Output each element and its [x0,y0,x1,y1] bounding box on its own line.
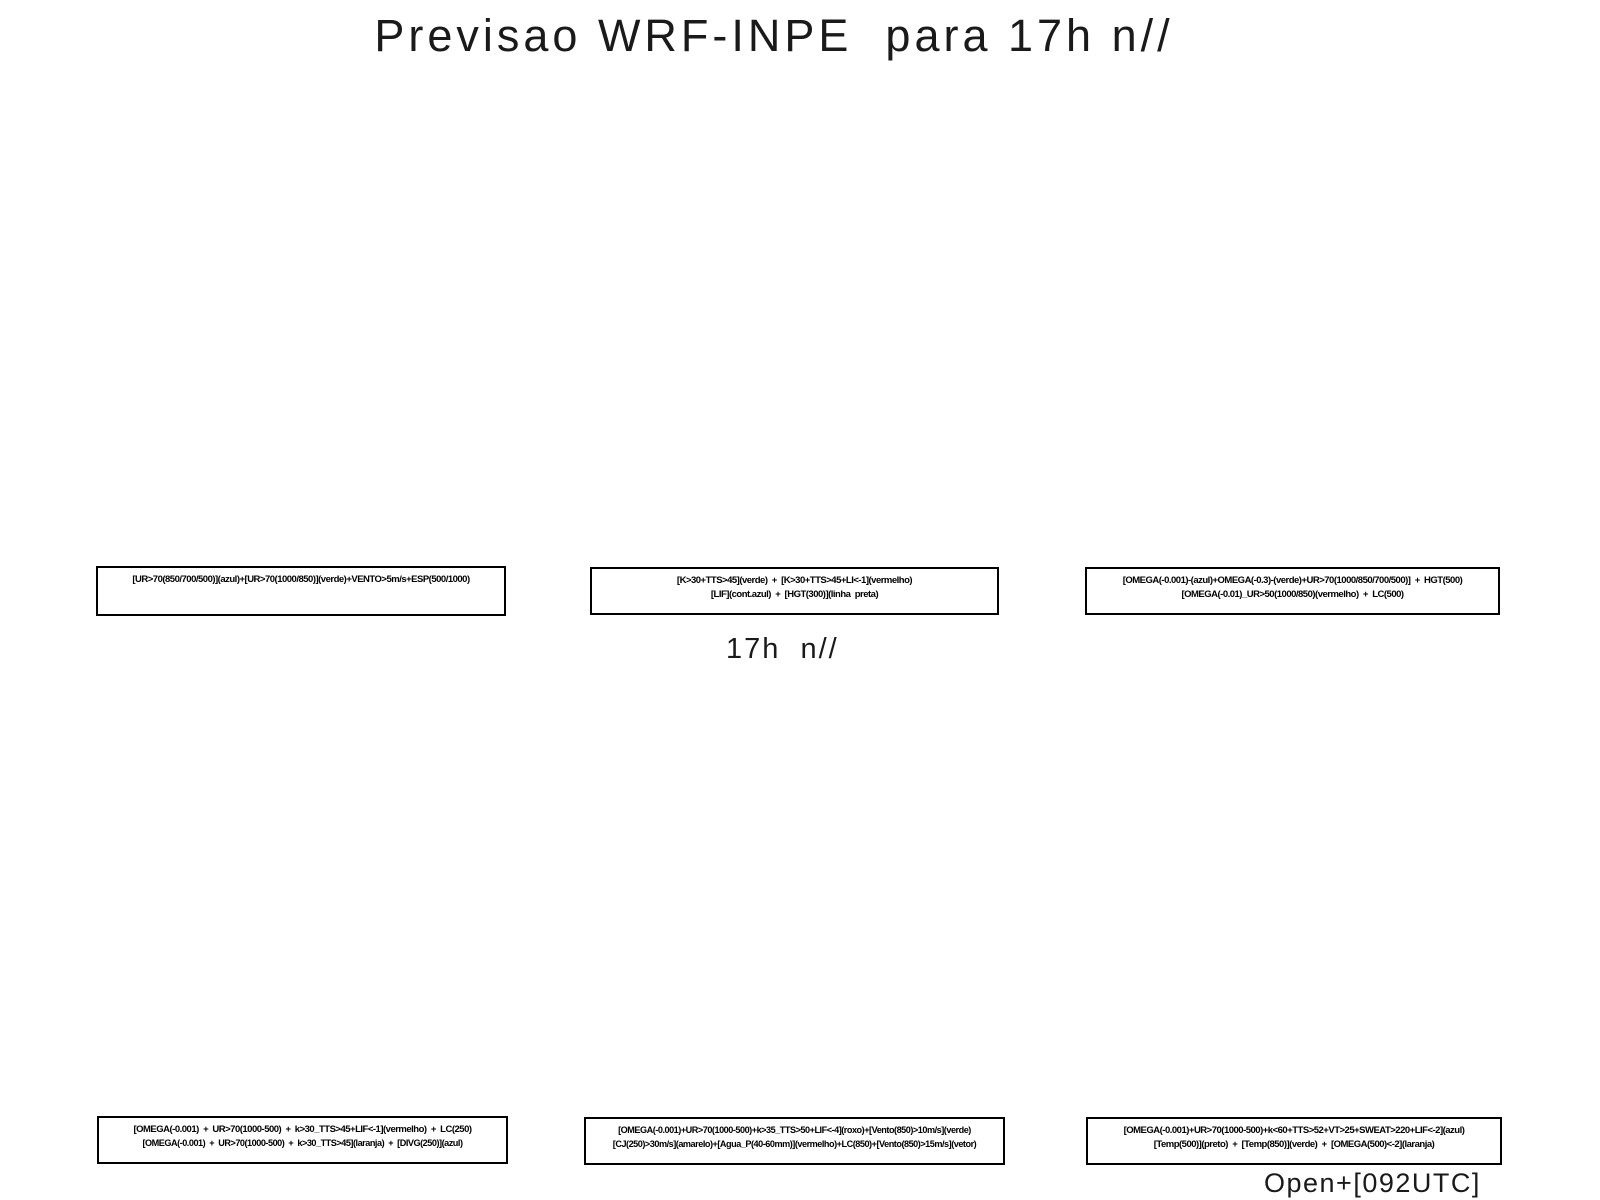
panel-caption-bottom-right [1086,1117,1502,1165]
panel-caption-top-left [96,566,506,616]
frame-time-label: 17h n// [726,633,839,665]
caption-line: [OMEGA(-0.001)+UR>70(1000-500)+k<60+TTS>52+VT>25+SWEAT>220+LIF<-2](azul) [1123,1125,1465,1136]
open-time-button[interactable]: Open+[092UTC] [1264,1168,1481,1198]
panel-caption-bottom-center [584,1117,1005,1165]
panel-caption-bottom-left [97,1116,508,1164]
panel-caption-top-center [590,567,999,615]
caption-line: [OMEGA(-0.001) + UR>70(1000-500) + k>30_TTS>45](laranja) + [DIVG(250)](azul) [142,1138,463,1149]
caption-line: [OMEGA(-0.01)_UR>50(1000/850)(vermelho) + LC(500) [1181,589,1404,600]
caption-line: [Temp(500)](preto) + [Temp(850)](verde) + [OMEGA(500)<-2](laranja) [1153,1139,1435,1150]
page-title: Previsao WRF-INPE para 17h n// [374,10,1174,61]
caption-line: [K>30+TTS>45](verde) + [K>30+TTS>45+LI<-1](vermelho) [676,575,913,586]
caption-line: [CJ(250)>30m/s](amarelo)+[Agua_P(40-60mm)](vermelho)+LC(850)+[Vento(850)>15m/s](vetor) [612,1139,977,1150]
caption-line: [OMEGA(-0.001)-(azul)+OMEGA(-0.3)-(verde)+UR>70(1000/850/700/500)] + HGT(500) [1122,575,1463,586]
caption-line: [OMEGA(-0.001)+UR>70(1000-500)+k>35_TTS>50+LIF<-4](roxo)+[Vento(850)>10m/s](verde) [618,1125,971,1136]
caption-line: [OMEGA(-0.001) + UR>70(1000-500) + k>30_TTS>45+LIF<-1](vermelho) + LC(250) [133,1124,472,1135]
caption-line: [LIF](cont.azul) + [HGT(300)](linha preta) [710,589,879,600]
caption-line: [UR>70(850/700/500)](azul)+[UR>70(1000/850)](verde)+VENTO>5m/s+ESP(500/1000) [132,574,470,585]
panel-caption-top-right [1085,567,1500,615]
